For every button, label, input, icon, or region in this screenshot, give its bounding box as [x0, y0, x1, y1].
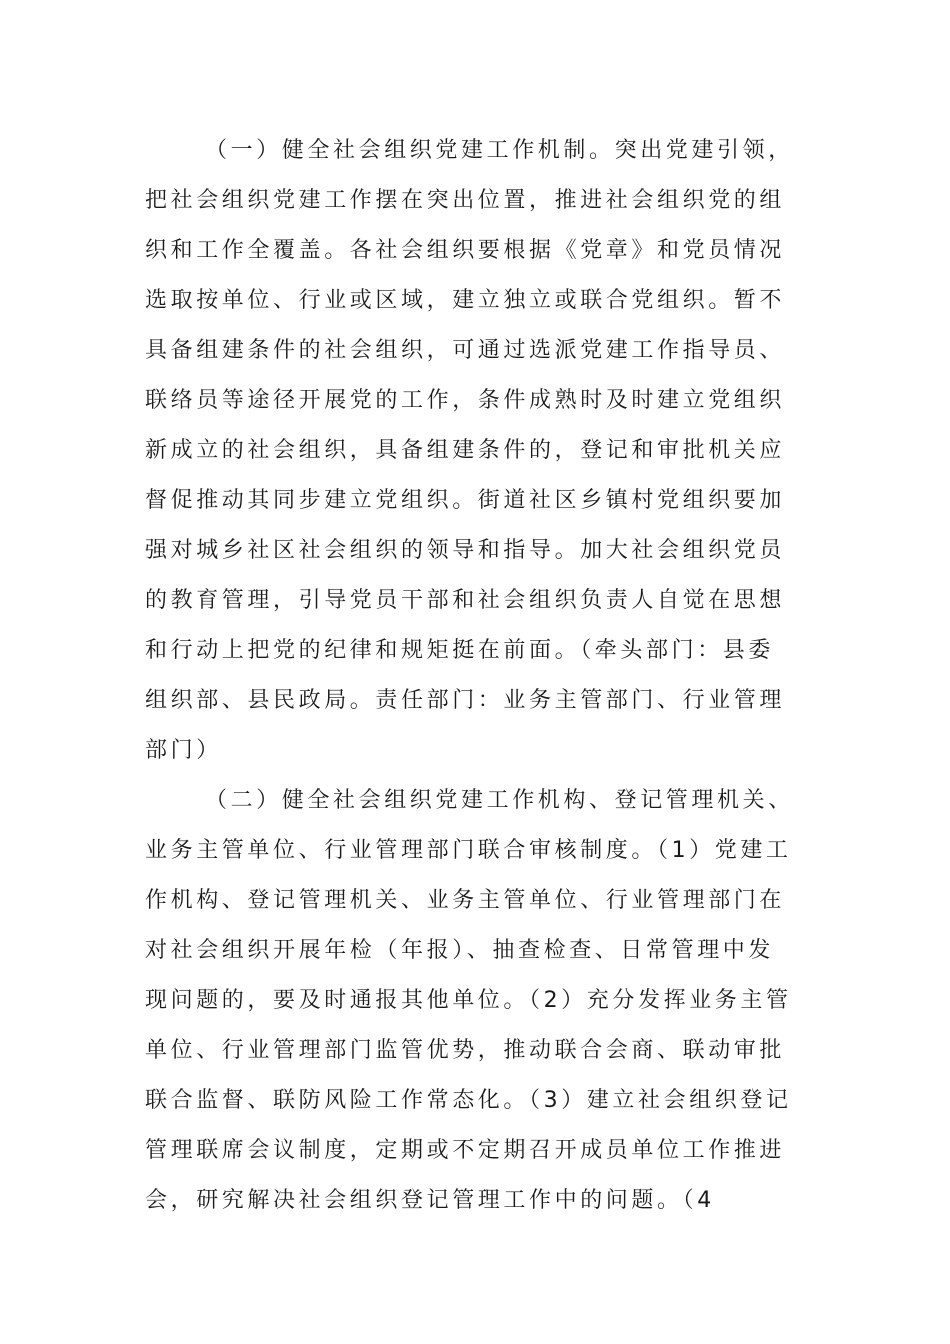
- text-line: 管理联席会议制度，定期或不定期召开成员单位工作推进: [145, 1138, 786, 1163]
- text-line: 具备组建条件的社会组织，可通过选派党建工作指导员、: [145, 338, 786, 363]
- text-line: 业务主管单位、行业管理部门联合审核制度。（1）党建工: [145, 838, 792, 863]
- text-line: 督促推动其同步建立党组织。街道社区乡镇村党组织要加: [145, 488, 786, 513]
- text-line: 对社会组织开展年检（年报）、抽查检查、日常管理中发: [145, 938, 775, 963]
- text-line: 新成立的社会组织，具备组建条件的，登记和审批机关应: [145, 438, 786, 463]
- text-line: 选取按单位、行业或区域，建立独立或联合党组织。暂不: [145, 288, 786, 313]
- text-line: 现问题的，要及时通报其他单位。（2）充分发挥业务主管: [145, 988, 792, 1013]
- text-line: 组织部、县民政局。责任部门：业务主管部门、行业管理: [145, 688, 786, 713]
- text-line: 联合监督、联防风险工作常态化。（3）建立社会组织登记: [145, 1088, 792, 1113]
- text-line: 和行动上把党的纪律和规矩挺在前面。（牵头部门：县委: [145, 638, 775, 663]
- text-line: 强对城乡社区社会组织的领导和指导。加大社会组织党员: [145, 538, 786, 563]
- text-line: 联络员等途径开展党的工作，条件成熟时及时建立党组织: [145, 388, 786, 413]
- text-line: 把社会组织党建工作摆在突出位置，推进社会组织党的组: [145, 188, 786, 213]
- text-line: （二）健全社会组织党建工作机构、登记管理机关、: [205, 788, 794, 813]
- text-line: 部门）: [145, 738, 222, 763]
- text-line: 的教育管理，引导党员干部和社会组织负责人自觉在思想: [145, 588, 786, 613]
- text-line: 单位、行业管理部门监管优势，推动联合会商、联动审批: [145, 1038, 786, 1063]
- text-line: 作机构、登记管理机关、业务主管单位、行业管理部门在: [145, 888, 786, 913]
- text-line: （一）健全社会组织党建工作机制。突出党建引领，: [205, 138, 794, 163]
- text-line: 织和工作全覆盖。各社会组织要根据《党章》和党员情况: [145, 238, 786, 263]
- text-line: 会，研究解决社会组织登记管理工作中的问题。（4: [145, 1188, 715, 1213]
